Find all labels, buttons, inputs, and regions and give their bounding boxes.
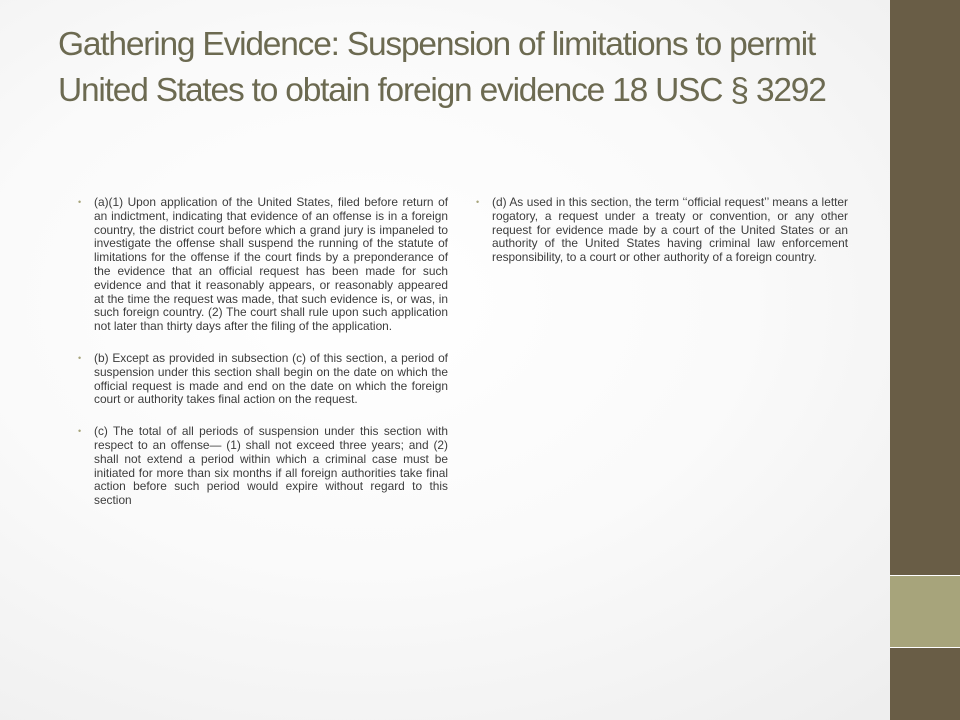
sidebar-accent-middle xyxy=(890,576,960,648)
sidebar-accent-top xyxy=(890,0,960,576)
bullet-text-b: (b) Except as provided in subsection (c) of this section, a period of suspension under this section shall begin on the date on which the official request is made and end on the date on which the foreign court or authority takes final action on the request. xyxy=(94,350,448,407)
bullet-icon: • xyxy=(476,197,480,207)
left-column-bullets xyxy=(78,196,448,526)
bullet-text-d: (d) As used in this section, the term ‘‘official request’’ means a letter rogatory, a request under a treaty or convention, or any other request for evidence made by a court of the United States or an authority of the United States having criminal law enforcement responsibility, to a court or other authority of a foreign country. xyxy=(492,195,848,265)
slide-title: Gathering Evidence: Suspension of limitations to permit United States to obtain foreign evidence 18 USC § 3292 xyxy=(58,26,826,109)
bullet-text-c: (c) The total of all periods of suspension under this section with respect to an offense— (1) shall not exceed three years; and (2) shall not extend a period within which a criminal case must be initiated for more than six months if all foreign authorities take final action before such period would expire without regard to this section xyxy=(94,424,448,508)
sidebar-accent-bottom xyxy=(890,648,960,720)
bullet-item-c xyxy=(78,425,448,508)
right-column-bullets xyxy=(476,196,848,283)
bullet-icon: • xyxy=(78,352,82,363)
bullet-item-d xyxy=(476,196,848,265)
bullet-icon: • xyxy=(78,197,82,207)
bullet-item-a xyxy=(78,196,448,334)
bullet-item-b xyxy=(78,352,448,407)
bullet-icon: • xyxy=(78,426,82,437)
bullet-text-a: (a)(1) Upon application of the United States, filed before return of an indictment, indicating that evidence of an offense is in a foreign country, the district court before which a grand jury is impaneled to investigate the offense shall suspend the running of the statute of limitations for the offense if the court finds by a preponderance of the evidence that an official request has been made for such evidence and that it reasonably appears, or reasonably appeared at the time the request was made, that such evidence is, or was, in such foreign country. (2) The court shall rule upon such application not later than thirty days after the filing of the application. xyxy=(94,195,448,334)
